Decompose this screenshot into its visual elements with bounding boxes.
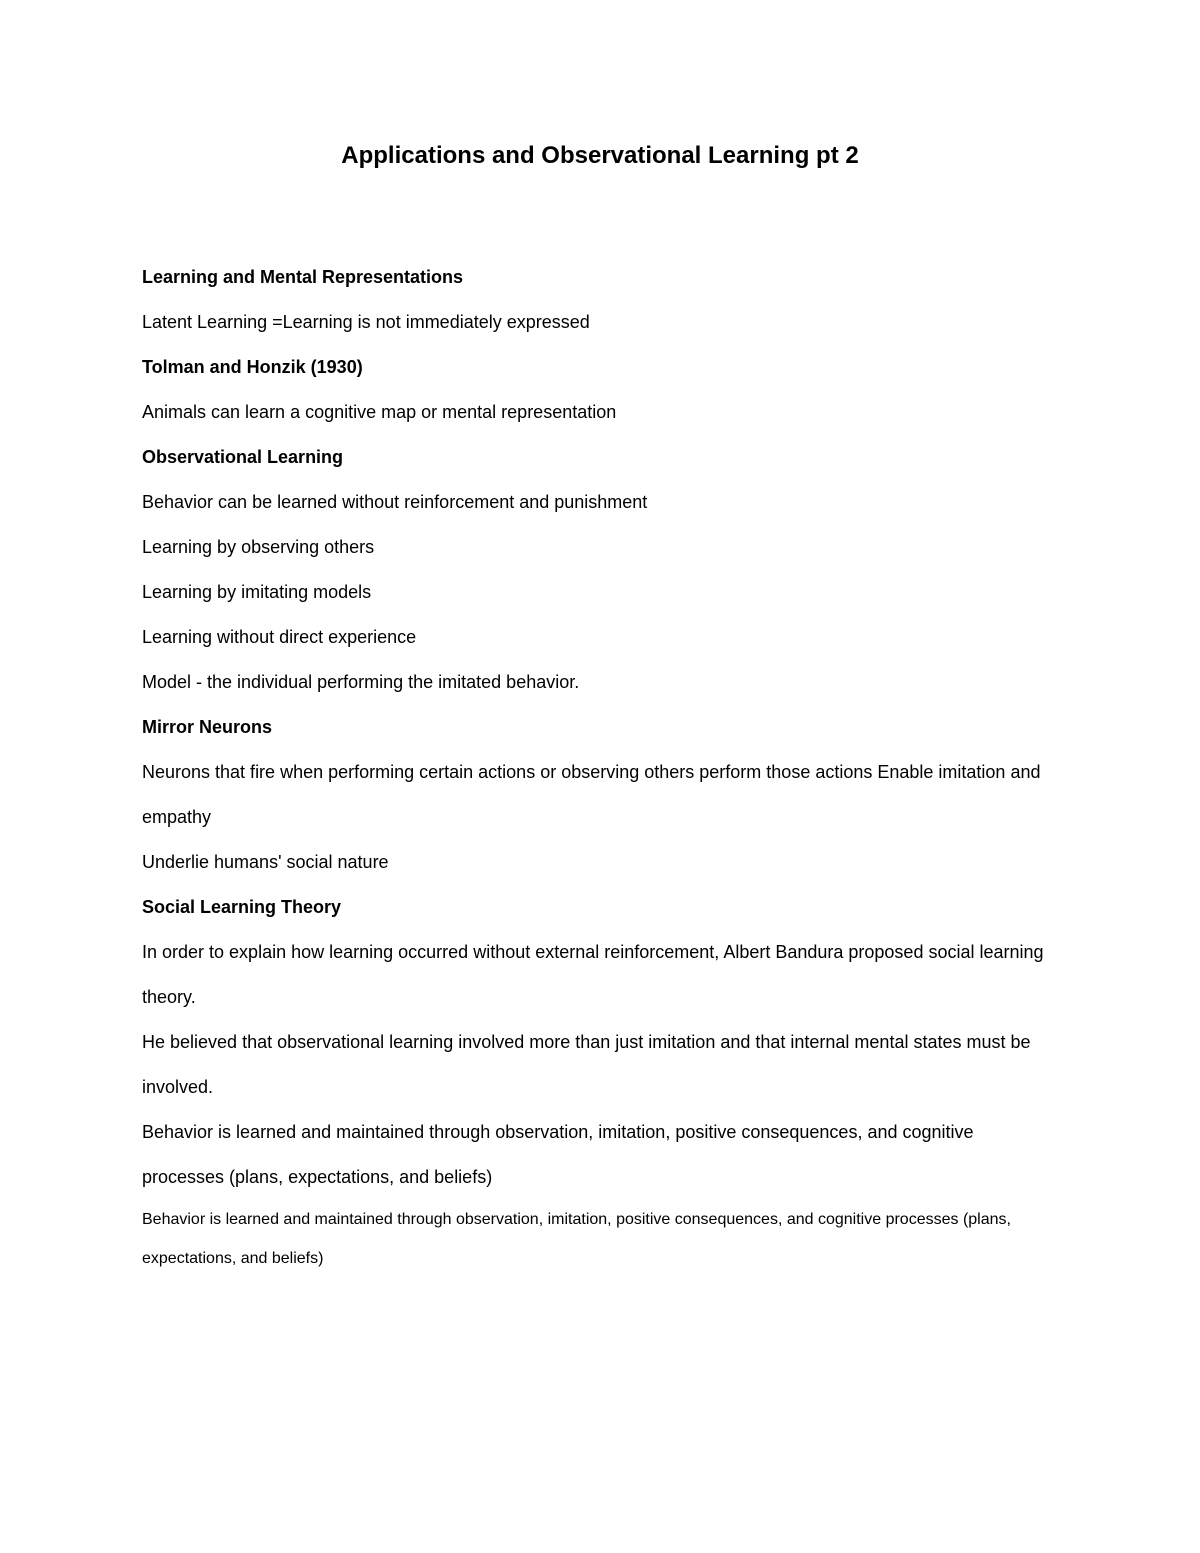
- section-heading: Learning and Mental Representations: [142, 267, 464, 287]
- body-text: Learning by imitating models: [142, 582, 372, 602]
- section-heading: Mirror Neurons: [142, 717, 273, 737]
- body-text: Model - the individual performing the imitated behavior.: [142, 672, 580, 692]
- body-text: Behavior can be learned without reinforcement and punishment: [142, 492, 648, 512]
- body-text: Learning without direct experience: [142, 627, 417, 647]
- body-paragraph: Behavior is learned and maintained through observation, imitation, positive consequences, and cognitive processes (plans, expectations, and beliefs): [142, 1122, 974, 1187]
- body-paragraph-small: Behavior is learned and maintained through observation, imitation, positive consequences, and cognitive processes (plans, expectations, and beliefs): [142, 1211, 1011, 1267]
- page-title: Applications and Observational Learning pt 2: [341, 142, 859, 169]
- body-paragraph: Neurons that fire when performing certain actions or observing others perform those actions Enable imitation and empathy: [142, 762, 1041, 827]
- section-heading: Tolman and Honzik (1930): [142, 357, 363, 377]
- body-text: Animals can learn a cognitive map or mental representation: [142, 402, 617, 422]
- body-text: Underlie humans' social nature: [142, 852, 389, 872]
- section-heading: Social Learning Theory: [142, 897, 342, 917]
- body-text: Learning by observing others: [142, 537, 375, 557]
- document-body: [142, 255, 1057, 1278]
- section-heading: Observational Learning: [142, 447, 344, 467]
- body-paragraph: He believed that observational learning involved more than just imitation and that internal mental states must be involved.: [142, 1032, 1031, 1097]
- body-text: Latent Learning =Learning is not immediately expressed: [142, 312, 590, 332]
- body-paragraph: In order to explain how learning occurred without external reinforcement, Albert Bandura proposed social learning theory.: [142, 942, 1044, 1007]
